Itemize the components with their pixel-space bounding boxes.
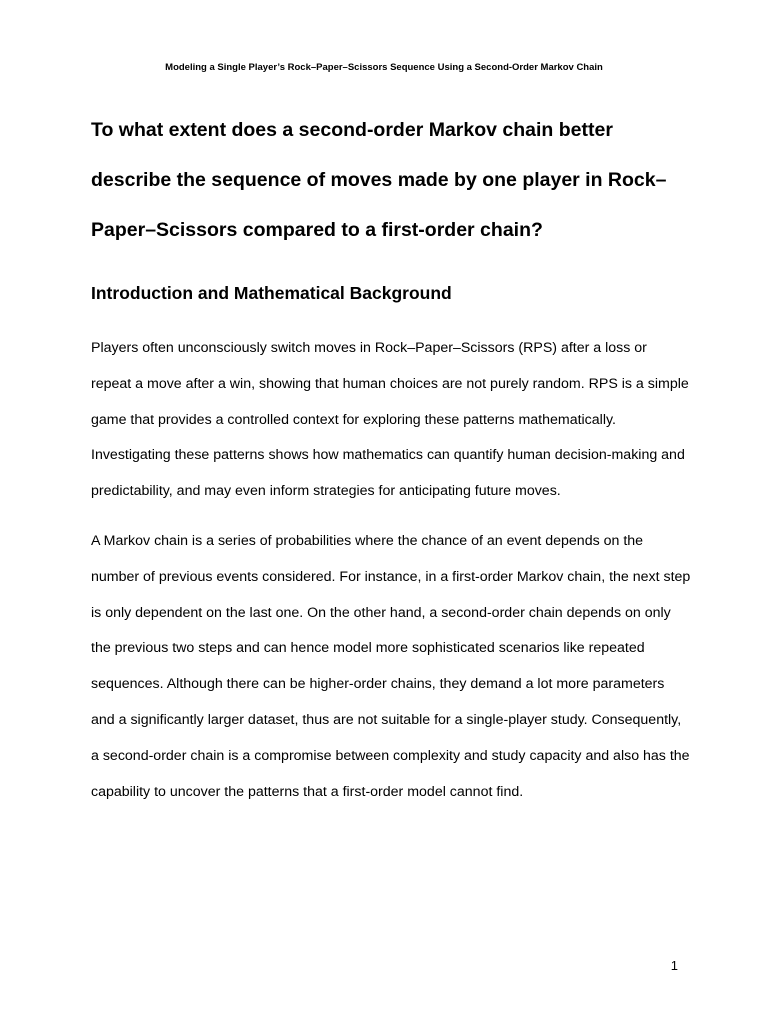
section-heading: Introduction and Mathematical Background	[91, 283, 452, 303]
running-header: Modeling a Single Player’s Rock–Paper–Scissors Sequence Using a Second-Order Markov Chain	[165, 62, 603, 73]
paper-title: To what extent does a second-order Markov chain better describe the sequence of moves made by one player in Rock–Paper–Scissors compared to a first-order chain?	[91, 119, 667, 241]
page-content	[91, 105, 691, 810]
page-number: 1	[670, 958, 678, 973]
paragraph: Players often unconsciously switch moves in Rock–Paper–Scissors (RPS) after a loss or repeat a move after a win, showing that human choices are not purely random. RPS is a simple game that provides a controlled context for exploring these patterns mathematically. Investigating these patterns shows how mathematics can quantify human decision-making and predictability, and may even inform strategies for anticipating future moves.	[91, 340, 689, 500]
paragraph: A Markov chain is a series of probabilities where the chance of an event depends on the number of previous events considered. For instance, in a first-order Markov chain, the next step is only dependent on the last one. On the other hand, a second-order chain depends on only the previous two steps and can hence model more sophisticated scenarios like repeated sequences. Although there can be higher-order chains, they demand a lot more parameters and a significantly larger dataset, thus are not suitable for a single-player study. Consequently, a second-order chain is a compromise between complexity and study capacity and also has the capability to uncover the patterns that a first-order model cannot find.	[91, 532, 691, 800]
